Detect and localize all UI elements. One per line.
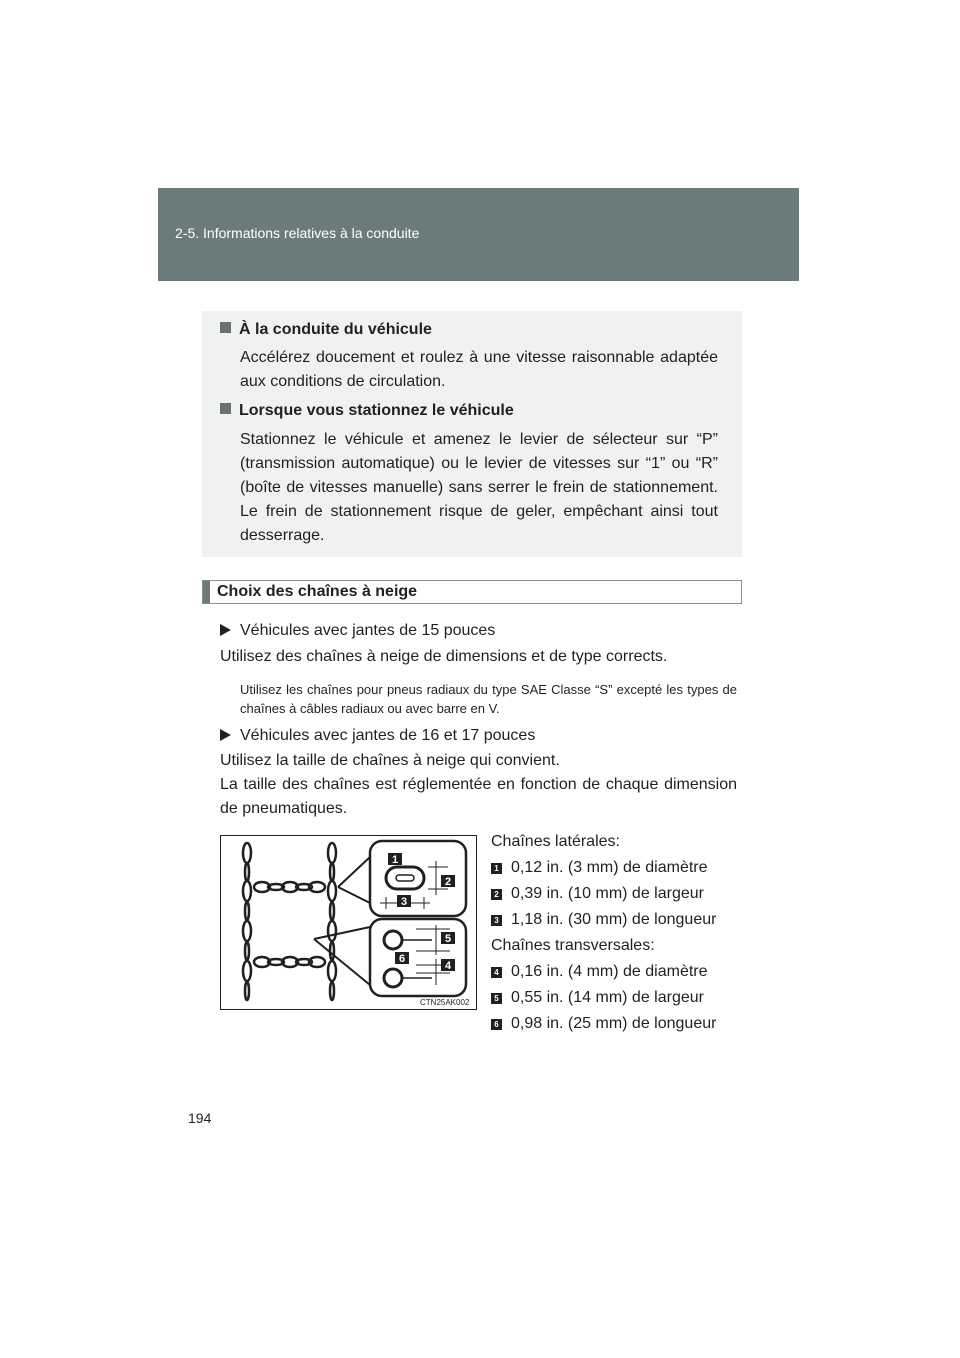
number-badge-icon: 3 <box>491 915 502 926</box>
snow-chain-illustration <box>220 835 477 1010</box>
lateral-chains-title: Chaînes latérales: <box>491 833 620 850</box>
note-15-inch: Utilisez les chaînes pour pneus radiaux du type SAE Classe “S” excepté les types de chaînes à câbles radiaux ou avec barre en V. <box>240 682 737 716</box>
section-title: Choix des chaînes à neige <box>217 583 418 600</box>
square-bullet-icon <box>220 403 231 414</box>
section-title-bar <box>202 580 742 604</box>
callout-3: 3 <box>400 896 408 908</box>
triangle-bullet-icon <box>220 729 231 741</box>
callout-2: 2 <box>444 876 452 888</box>
number-badge-icon: 1 <box>491 863 502 874</box>
heading-15-inch: Véhicules avec jantes de 15 pouces <box>220 619 495 643</box>
section-bar-accent <box>203 581 210 603</box>
lateral-spec-2: 2 0,39 in. (10 mm) de largeur <box>491 882 704 906</box>
figure-code: CTN25AK002 <box>420 998 470 1007</box>
lateral-spec-3: 3 1,18 in. (30 mm) de longueur <box>491 908 716 932</box>
heading-16-17-inch: Véhicules avec jantes de 16 et 17 pouces <box>220 724 535 748</box>
section-header-title: 2-5. Informations relatives à la conduite <box>175 225 420 241</box>
callout-4: 4 <box>444 960 452 972</box>
snow-chain-figure <box>220 835 477 1010</box>
transverse-chains-title: Chaînes transversales: <box>491 937 655 954</box>
square-bullet-icon <box>220 322 231 333</box>
number-badge-icon: 4 <box>491 967 502 978</box>
callout-1: 1 <box>391 854 399 866</box>
note-body-driving: Accélérez doucement et roulez à une vitesse raisonnable adaptée aux conditions de circulation. <box>240 349 718 390</box>
text-15-inch: Utilisez des chaînes à neige de dimensions et de type corrects. <box>220 648 668 665</box>
page-number: 194 <box>188 1110 212 1126</box>
transverse-spec-3: 6 0,98 in. (25 mm) de longueur <box>491 1012 716 1036</box>
notes-box <box>202 311 742 557</box>
note-body-parking: Stationnez le véhicule et amenez le levier de sélecteur sur “P” (transmission automatique) ou le levier de vitesses sur “1” ou “R” (boîte de vitesses manuelle) sans serrer le frein de stationnement. Le frein de stationnement risque de geler, empêchant ainsi tout desserrage. <box>240 431 718 544</box>
note-title-driving: À la conduite du véhicule <box>220 321 432 339</box>
note-title-parking: Lorsque vous stationnez le véhicule <box>220 402 514 420</box>
triangle-bullet-icon <box>220 624 231 636</box>
number-badge-icon: 2 <box>491 889 502 900</box>
transverse-spec-2: 5 0,55 in. (14 mm) de largeur <box>491 986 704 1010</box>
number-badge-icon: 6 <box>491 1019 502 1030</box>
number-badge-icon: 5 <box>491 993 502 1004</box>
section-header <box>158 188 799 281</box>
text-16-17-inch-1: Utilisez la taille de chaînes à neige qui convient. <box>220 752 560 769</box>
callout-5: 5 <box>444 933 452 945</box>
lateral-spec-1: 1 0,12 in. (3 mm) de diamètre <box>491 856 708 880</box>
transverse-spec-1: 4 0,16 in. (4 mm) de diamètre <box>491 960 708 984</box>
callout-6: 6 <box>398 953 406 965</box>
text-16-17-inch-2: La taille des chaînes est réglementée en fonction de chaque dimension de pneumatiques. <box>220 776 737 817</box>
